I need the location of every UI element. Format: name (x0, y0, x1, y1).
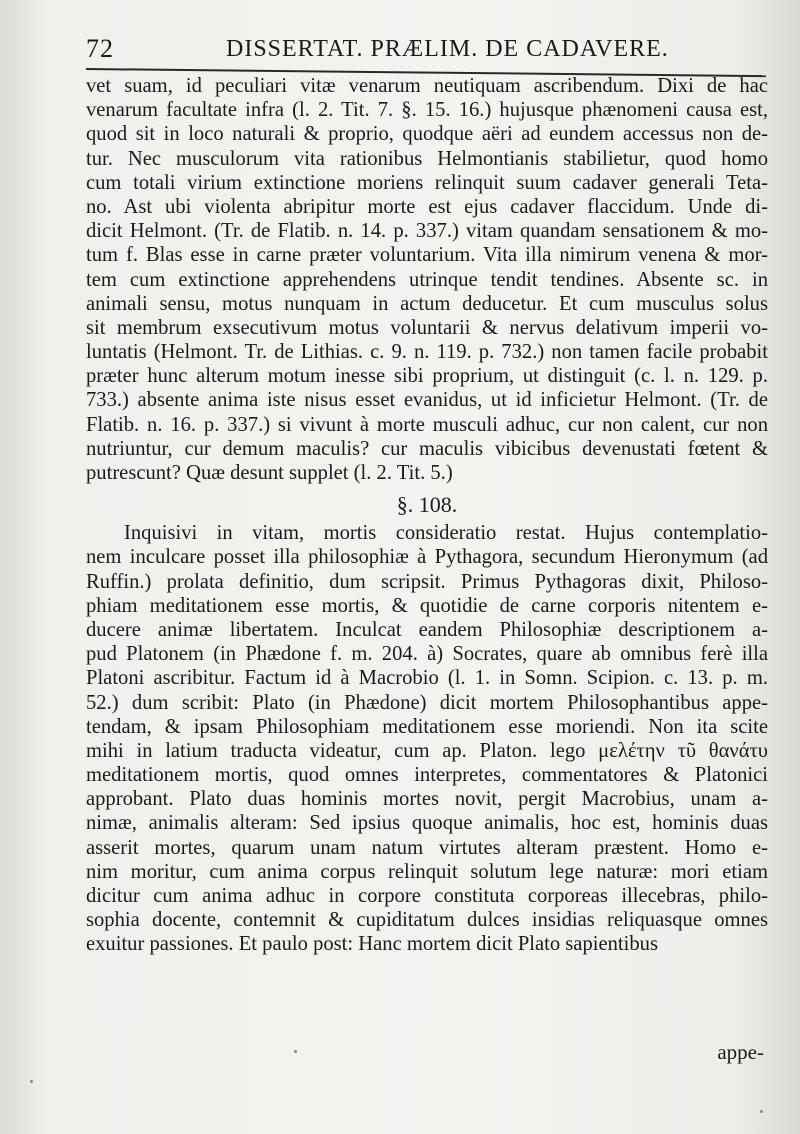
text-line: putrescunt? Quæ desunt supplet (l. 2. Tit. 5.) (86, 462, 453, 484)
text-line: exuitur passiones. Et paulo post: Hanc mortem dicit Plato sapientibus (86, 933, 658, 956)
paragraph-continued (86, 74, 768, 485)
text-line: vet suam, id peculiari vitæ venarum neutiquam ascribendum. Dixi de hac (86, 75, 768, 97)
text-line: no. Ast ubi violenta abripitur morte est ejus cadaver flaccidum. Unde di- (86, 195, 768, 218)
text-line: præter hunc alterum motum inesse sibi proprium, ut distinguit (c. l. n. 129. p. (86, 365, 768, 388)
catchword: appe- (717, 1040, 764, 1064)
page-number: 72 (86, 34, 114, 63)
text-line: tum f. Blas esse in carne præter voluntarium. Vita illa nimirum venena & mor- (86, 244, 768, 267)
text-line: dicitur cum anima adhuc in corpore constituta corporeas illecebras, philo- (86, 885, 768, 907)
text-line: tur. Nec musculorum vita rationibus Helmontianis stabilietur, quod homo (86, 147, 768, 170)
text-line: luntatis (Helmont. Tr. de Lithias. c. 9. n. 119. p. 732.) non tamen facile probabit (86, 341, 768, 364)
text-line: mihi in latium traducta videatur, cum ap. Platon. lego μελέτην τῦ θανάτυ (86, 739, 768, 762)
text-line: animali sensu, motus nunquam in actum deducetur. Et cum musculus solus (86, 292, 768, 315)
text-line: approbant. Plato duas hominis mortes novit, pergit Macrobius, unam a- (86, 788, 768, 811)
text-line: phiam meditationem esse mortis, & quotidie de carne corporis nitentem e- (86, 594, 768, 617)
text-line: nem inculcare posset illa philosophiæ à Pythagora, secundum Hieronymum (ad (86, 546, 768, 569)
text-line: quod sit in loco naturali & proprio, quodque aëri ad eundem accessus non de- (86, 123, 768, 146)
text-line: meditationem mortis, quod omnes interpretes, commentatores & Platonici (86, 764, 768, 787)
body-text (86, 74, 768, 957)
page-header (86, 30, 766, 66)
text-line: 733.) absente anima iste nisus esset evanidus, ut id inficietur Helmont. (Tr. de (86, 389, 768, 412)
text-line: ducere animæ libertatem. Inculcat eandem Philosophiæ descriptionem a- (86, 618, 768, 641)
text-line: Ruffin.) prolata definitio, dum scripsit. Primus Pythagoras dixit, Philoso- (86, 570, 768, 593)
text-line: nutriuntur, cur demum maculis? cur maculis vibicibus devenustati fœtent & (86, 437, 768, 460)
text-line: asserit mortes, quarum unam natum virtutes alteram præstent. Homo e- (86, 836, 768, 859)
text-line: dicit Helmont. (Tr. de Flatib. n. 14. p. 337.) vitam quandam sensationem & mo- (86, 220, 768, 243)
running-title: DISSERTAT. PRÆLIM. DE CADAVERE. (226, 36, 669, 62)
paragraph-section-108 (86, 521, 768, 956)
text-line: Flatib. n. 16. p. 337.) si vivunt à morte musculi adhuc, cur non calent, cur non (86, 413, 768, 436)
text-line: sophia docente, contemnit & cupiditatum dulces insidias reliquasque omnes (86, 909, 768, 932)
text-line: venarum facultate infra (l. 2. Tit. 7. §. 15. 16.) hujusque phænomeni causa est, (86, 99, 768, 122)
text-line: tem cum extinctione apprehendens utrinque tendit tendines. Absente sc. in (86, 268, 768, 291)
text-line: 52.) dum scribit: Plato (in Phædone) dicit mortem Philosophantibus appe- (86, 691, 768, 714)
text-line: cum totali virium extinctione moriens relinquit suum cadaver generali Teta- (86, 171, 768, 194)
text-line: Platoni ascribitur. Factum id à Macrobio (l. 1. in Somn. Scipion. c. 13. p. m. (86, 667, 768, 690)
text-line: pud Platonem (in Phædone f. m. 204. à) Socrates, quare ab omnibus ferè illa (86, 643, 768, 666)
text-line: Inquisivi in vitam, mortis consideratio restat. Hujus contemplatio- (124, 522, 768, 545)
text-line: nim moritur, cum anima corpus relinquit solutum lege naturæ: mori etiam (86, 860, 768, 883)
section-mark: §. 108. (396, 492, 458, 518)
text-line: nimæ, animalis alteram: Sed ipsius quoque animalis, hoc est, hominis duas (86, 812, 768, 835)
text-line: sit membrum exsecutivum motus voluntarii & nervus delativum imperii vo- (86, 316, 768, 339)
text-line: tendam, & ipsam Philosophiam meditationem esse moriendi. Non ita scite (86, 715, 768, 738)
